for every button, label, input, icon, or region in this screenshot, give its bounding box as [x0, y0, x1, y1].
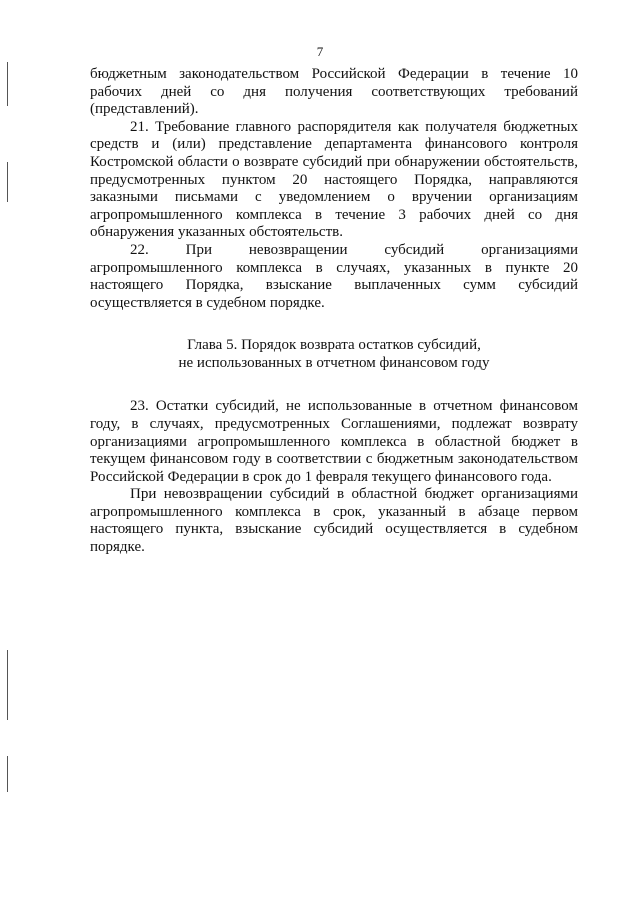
- scan-margin-line: [7, 162, 8, 202]
- scan-margin-line: [7, 62, 8, 106]
- scan-margin-line: [7, 650, 8, 720]
- paragraph-23: 23. Остатки субсидий, не использованные в отчетном финансовом году, в случаях, предусмотренных Соглашениями, подлежат возврату организациями агропромышленного комплекса в областной бюджет в текущем финансовом году в соответствии с бюджетным законодательством Российской Федерации в срок до 1 февраля текущего финансового года.: [90, 398, 578, 485]
- paragraph-continuation: бюджетным законодательством Российской Федерации в течение 10 рабочих дней со дня получения соответствующих требований (представлений).: [90, 66, 578, 118]
- chapter-heading: [90, 336, 578, 372]
- scan-margin-line: [7, 756, 8, 792]
- document-body: [90, 66, 578, 557]
- paragraph-22: 22. При невозвращении субсидий организациями агропромышленного комплекса в случаях, указанных в пункте 20 настоящего Порядка, взыскание выплаченных сумм субсидий осуществляется в судебном порядке.: [90, 241, 578, 311]
- paragraph-21: 21. Требование главного распорядителя как получателя бюджетных средств и (или) представление департамента финансового контроля Костромской области о возврате субсидий при обнаружении обстоятельств, предусмотренных пунктом 20 настоящего Порядка, направляются заказными письмами с уведомлением о вручении организациям агропромышленного комплекса в течение 3 рабочих дней со дня обнаружения указанных обстоятельств.: [90, 118, 578, 241]
- chapter-heading-line-2: не использованных в отчетном финансовом году: [178, 355, 490, 372]
- chapter-heading-line-1: Глава 5. Порядок возврата остатков субсидий,: [187, 337, 481, 354]
- paragraph-23-second: При невозвращении субсидий в областной бюджет организациями агропромышленного комплекса в срок, указанный в абзаце первом настоящего пункта, взыскание субсидий осуществляется в судебном порядке.: [90, 486, 578, 556]
- page-number: 7: [316, 44, 324, 59]
